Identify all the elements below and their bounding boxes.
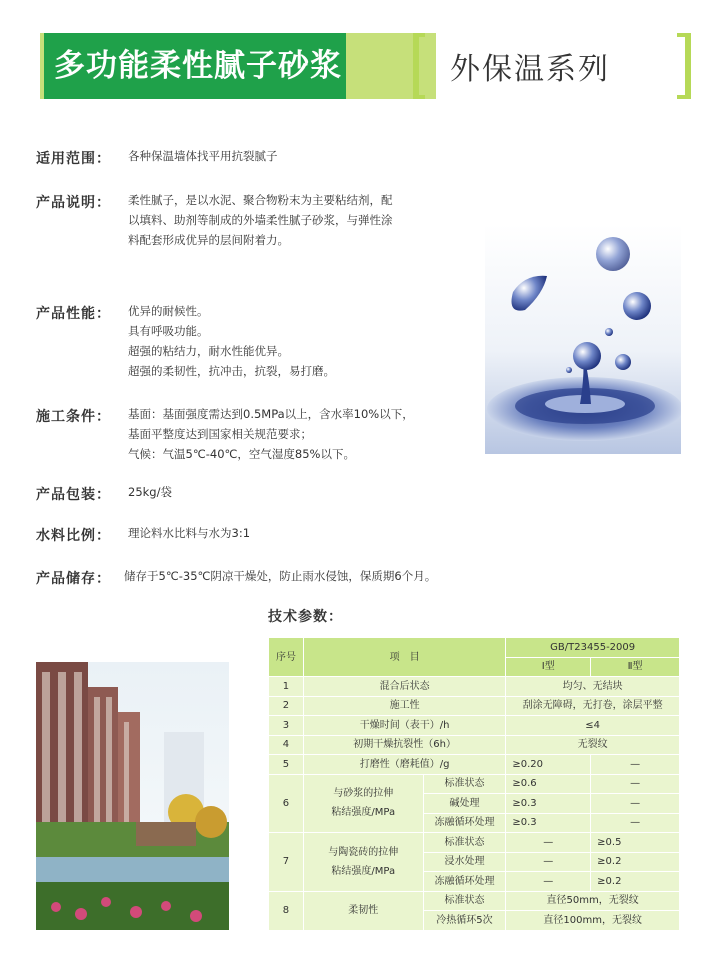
- table-row: [269, 774, 680, 794]
- text-line: 基面：基面强度需达到0.5MPa以上，含水率10%以下，: [128, 407, 414, 421]
- cell-no: 3: [269, 716, 304, 736]
- cell-value: 均匀、无结块: [506, 677, 680, 697]
- cell-type1: ≥0.6: [506, 774, 591, 794]
- cell-type2: —: [591, 774, 680, 794]
- text-line: 优异的耐候性。: [128, 304, 209, 318]
- value-ratio: [128, 523, 250, 543]
- cell-item-line: 与砂浆的拉伸: [333, 788, 394, 800]
- cell-item: 干燥时间（表干）/h: [303, 716, 505, 736]
- cell-item-line: 粘结强度/MPa: [331, 807, 396, 819]
- cell-value: 无裂纹: [506, 735, 680, 755]
- text-line: 各种保温墙体找平用抗裂腻子: [128, 149, 278, 163]
- table-row: [269, 833, 680, 853]
- text-line: 超强的柔韧性，抗冲击，抗裂，易打磨。: [128, 364, 335, 378]
- header-item: 项 目: [303, 638, 505, 677]
- header-type1: Ⅰ型: [506, 657, 591, 677]
- header-no: 序号: [269, 638, 304, 677]
- text-line: 理论料水比料与水为3:1: [128, 526, 251, 540]
- table-header-row: [269, 638, 680, 658]
- cell-item-line: 与陶瓷砖的拉伸: [328, 846, 399, 858]
- value-packaging: [128, 482, 172, 502]
- table-row: [269, 716, 680, 736]
- value-conditions: [128, 404, 414, 464]
- cell-no: 4: [269, 735, 304, 755]
- header-standard: GB/T23455-2009: [506, 638, 680, 658]
- cell-no: 8: [269, 891, 304, 930]
- cell-type2: ≥0.2: [591, 872, 680, 892]
- cell-type1: ≥0.20: [506, 755, 591, 775]
- cell-item: 初期干燥抗裂性（6h）: [303, 735, 505, 755]
- label-packaging: 产品包装：: [36, 487, 111, 503]
- cell-value: ≤4: [506, 716, 680, 736]
- cell-value: 直径50mm，无裂纹: [506, 891, 680, 911]
- cell-condition: 标准状态: [423, 774, 506, 794]
- text-line: 具有呼吸功能。: [128, 324, 209, 338]
- text-line: 以填料、助剂等制成的外墙柔性腻子砂浆，与弹性涂: [128, 213, 393, 227]
- text-line: 25kg/袋: [128, 485, 172, 499]
- cell-type1: ≥0.3: [506, 794, 591, 814]
- cell-item: [303, 774, 423, 833]
- cell-no: 7: [269, 833, 304, 892]
- building-garden-image: [36, 662, 229, 930]
- header-type2: Ⅱ型: [591, 657, 680, 677]
- text-line: 气候：气温5℃-40℃，空气湿度85%以下。: [128, 447, 355, 461]
- bracket-left: [413, 33, 425, 99]
- value-scope: [128, 146, 278, 166]
- table-row: [269, 677, 680, 697]
- cell-condition: 冻融循环处理: [423, 813, 506, 833]
- value-performance: [128, 301, 335, 381]
- cell-type2: ≥0.2: [591, 852, 680, 872]
- product-title: 多功能柔性腻子砂浆: [44, 33, 346, 99]
- table-row: [269, 755, 680, 775]
- table-row: [269, 696, 680, 716]
- label-description: 产品说明：: [36, 195, 111, 211]
- cell-no: 1: [269, 677, 304, 697]
- cell-condition: 冻融循环处理: [423, 872, 506, 892]
- cell-condition: 冷热循环5次: [423, 911, 506, 931]
- text-line: 基面平整度达到国家相关规范要求；: [128, 427, 312, 441]
- cell-type1: —: [506, 872, 591, 892]
- cell-value: 刮涂无障碍，无打卷，涂层平整: [506, 696, 680, 716]
- label-scope: 适用范围：: [36, 151, 111, 167]
- cell-type1: —: [506, 852, 591, 872]
- cell-condition: 标准状态: [423, 891, 506, 911]
- label-storage: 产品储存：: [36, 571, 111, 587]
- cell-type1: —: [506, 833, 591, 853]
- cell-type2: —: [591, 794, 680, 814]
- bracket-right: [677, 33, 691, 99]
- cell-type2: ≥0.5: [591, 833, 680, 853]
- cell-item: 混合后状态: [303, 677, 505, 697]
- text-line: 料配套形成优异的层间附着力。: [128, 233, 289, 247]
- label-conditions: 施工条件：: [36, 409, 111, 425]
- cell-no: 6: [269, 774, 304, 833]
- cell-item: 柔韧性: [303, 891, 423, 930]
- cell-type2: —: [591, 813, 680, 833]
- value-description: [128, 190, 393, 250]
- text-line: 储存于5℃-35℃阴凉干燥处，防止雨水侵蚀，保质期6个月。: [124, 569, 437, 583]
- table-row: [269, 891, 680, 911]
- cell-item: 施工性: [303, 696, 505, 716]
- cell-type1: ≥0.3: [506, 813, 591, 833]
- cell-no: 2: [269, 696, 304, 716]
- water-droplet-image: [485, 224, 681, 454]
- text-line: 超强的粘结力，耐水性能优异。: [128, 344, 289, 358]
- cell-item: [303, 833, 423, 892]
- cell-no: 5: [269, 755, 304, 775]
- table-title: 技术参数：: [268, 609, 343, 625]
- series-title: 外保温系列: [450, 52, 610, 87]
- cell-type2: —: [591, 755, 680, 775]
- cell-condition: 浸水处理: [423, 852, 506, 872]
- cell-item: 打磨性（磨耗值）/g: [303, 755, 505, 775]
- cell-condition: 标准状态: [423, 833, 506, 853]
- label-ratio: 水料比例：: [36, 528, 111, 544]
- table-row: [269, 735, 680, 755]
- text-line: 柔性腻子，是以水泥、聚合物粉末为主要粘结剂，配: [128, 193, 393, 207]
- cell-condition: 碱处理: [423, 794, 506, 814]
- value-storage: [124, 566, 436, 586]
- cell-value: 直径100mm，无裂纹: [506, 911, 680, 931]
- cell-item-line: 粘结强度/MPa: [331, 865, 396, 877]
- label-performance: 产品性能：: [36, 306, 111, 322]
- spec-table: [268, 637, 680, 931]
